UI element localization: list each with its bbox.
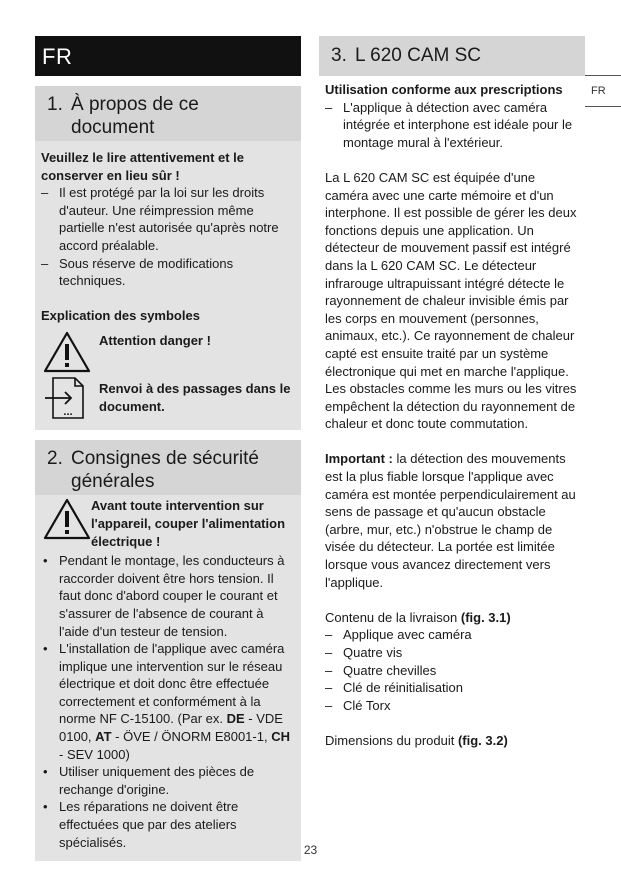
section-2-warning-row bbox=[41, 497, 295, 550]
section-2-bullet-1: • Pendant le montage, les conducteurs à raccorder doivent être hors tension. Il faut donc d'abord couper le courant et s'assurer de l'absence de courant à l'aide d'un testeur de tension. bbox=[41, 552, 295, 640]
right-column bbox=[319, 36, 585, 750]
symbol-reference-row bbox=[41, 376, 295, 420]
left-column bbox=[35, 36, 301, 861]
contents-item: – Applique avec caméra bbox=[325, 626, 581, 644]
section-2-box bbox=[35, 440, 301, 861]
dimensions-label: Dimensions du produit bbox=[325, 732, 458, 748]
language-label: FR bbox=[42, 44, 73, 69]
contents-fig-ref: (fig. 3.1) bbox=[460, 609, 511, 625]
section-2-title-line2: générales bbox=[71, 471, 155, 493]
page-number: 23 bbox=[303, 843, 318, 857]
section-2-title-line1: Consignes de sécurité bbox=[71, 448, 259, 470]
dimensions-heading bbox=[325, 732, 581, 750]
section-1-item-1: – Il est protégé par la loi sur les droits d'auteur. Une réimpression même partielle n'est autorisée qu'après notre accord préalable. bbox=[41, 184, 295, 254]
bullet-2-text-a: L'installation de l'applique avec caméra implique une intervention sur le réseau électrique et doit donc être effectuée correctement et conformément à la norme NF C-15100. (Par ex. bbox=[59, 641, 285, 727]
warning-triangle-icon bbox=[43, 330, 91, 374]
reference-icon-dots: ... bbox=[63, 406, 73, 419]
symbol-danger-text: Attention danger ! bbox=[99, 333, 211, 349]
symbol-reference-text: Renvoi à des passages dans le document. bbox=[99, 381, 291, 414]
side-tab-label: FR bbox=[591, 85, 606, 97]
important-note bbox=[325, 450, 581, 591]
warning-triangle-icon bbox=[43, 497, 91, 541]
usage-heading: Utilisation conforme aux prescriptions bbox=[325, 82, 563, 97]
language-header bbox=[35, 36, 301, 76]
section-3-title: L 620 CAM SC bbox=[355, 45, 482, 66]
section-1-heading bbox=[35, 86, 301, 141]
section-1-number: 1. bbox=[47, 94, 63, 115]
important-text: la détection des mouvements est la plus fiable lorsque l'applique avec caméra est montée perpendiculairement au sens de passage et qu'aucun obstacle (arbre, mur, etc.) n'obstrue le champ de visée du détecteur. La portée est limitée lorsque vous avancez directement vers l'applique. bbox=[325, 451, 576, 590]
section-1-box bbox=[35, 86, 301, 430]
bullet-2-text-c: - ÖVE / ÖNORM E8001-1, bbox=[111, 729, 272, 745]
product-description: La L 620 CAM SC est équipée d'une caméra avec une carte mémoire et d'un interphone. Il est possible de gérer les deux fonctions depuis une application. Un détecteur de mouvement passif est intégré dans la L 620 CAM SC. Le détecteur infrarouge ultrapuissant intégré détecte le rayonnement de chaleur invisible émis par les corps en mouvement (personnes, animaux, etc.). Ce rayonnement de chaleur capté est ensuite traité par un système électronique qui met en marche l'applique. Les obstacles comme les murs ou les vitres empêchent la détection du rayonnement de chaleur et donc toute commutation. bbox=[325, 169, 577, 432]
bullet-2-at: AT bbox=[95, 729, 112, 745]
section-2-heading bbox=[35, 440, 301, 495]
usage-item: – L'applique à détection avec caméra intégrée et interphone est idéale pour le montage mural à l'extérieur. bbox=[325, 99, 581, 152]
bullet-2-text-d: - SEV 1000) bbox=[59, 746, 130, 762]
section-2-number: 2. bbox=[47, 448, 63, 470]
contents-item: – Quatre chevilles bbox=[325, 662, 581, 680]
contents-item: – Clé Torx bbox=[325, 697, 581, 715]
section-2-warning-text: Avant toute intervention sur l'appareil, couper l'alimentation électrique ! bbox=[91, 498, 286, 549]
section-1-intro: Veuillez le lire attentivement et le conserver en lieu sûr ! bbox=[41, 150, 245, 183]
bullet-2-de: DE bbox=[226, 711, 245, 727]
contents-item: – Quatre vis bbox=[325, 644, 581, 662]
section-2-bullet-3: • Utiliser uniquement des pièces de rechange d'origine. bbox=[41, 763, 295, 798]
bullet-2-text-b: - VDE 0100, bbox=[59, 711, 283, 745]
document-reference-icon bbox=[43, 376, 91, 420]
section-1-title-line2: document bbox=[71, 117, 155, 138]
section-3-heading bbox=[319, 36, 585, 76]
contents-label: Contenu de la livraison bbox=[325, 609, 461, 625]
important-label: Important : bbox=[325, 451, 393, 467]
contents-item: – Clé de réinitialisation bbox=[325, 679, 581, 697]
symbols-heading: Explication des symboles bbox=[41, 307, 200, 323]
language-side-tab bbox=[585, 75, 621, 107]
section-2-bullet-2 bbox=[41, 640, 295, 763]
bullet-2-ch: CH bbox=[271, 729, 290, 745]
section-3-number: 3. bbox=[331, 45, 347, 66]
dimensions-fig-ref: (fig. 3.2) bbox=[457, 732, 508, 748]
symbol-danger-row bbox=[41, 330, 295, 374]
section-1-item-2: – Sous réserve de modifications techniques. bbox=[41, 255, 295, 290]
contents-heading bbox=[325, 609, 581, 627]
section-1-title-line1: À propos de ce bbox=[71, 94, 199, 115]
section-2-bullet-4: • Les réparations ne doivent être effectuées que par des ateliers spécialisés. bbox=[41, 798, 295, 851]
